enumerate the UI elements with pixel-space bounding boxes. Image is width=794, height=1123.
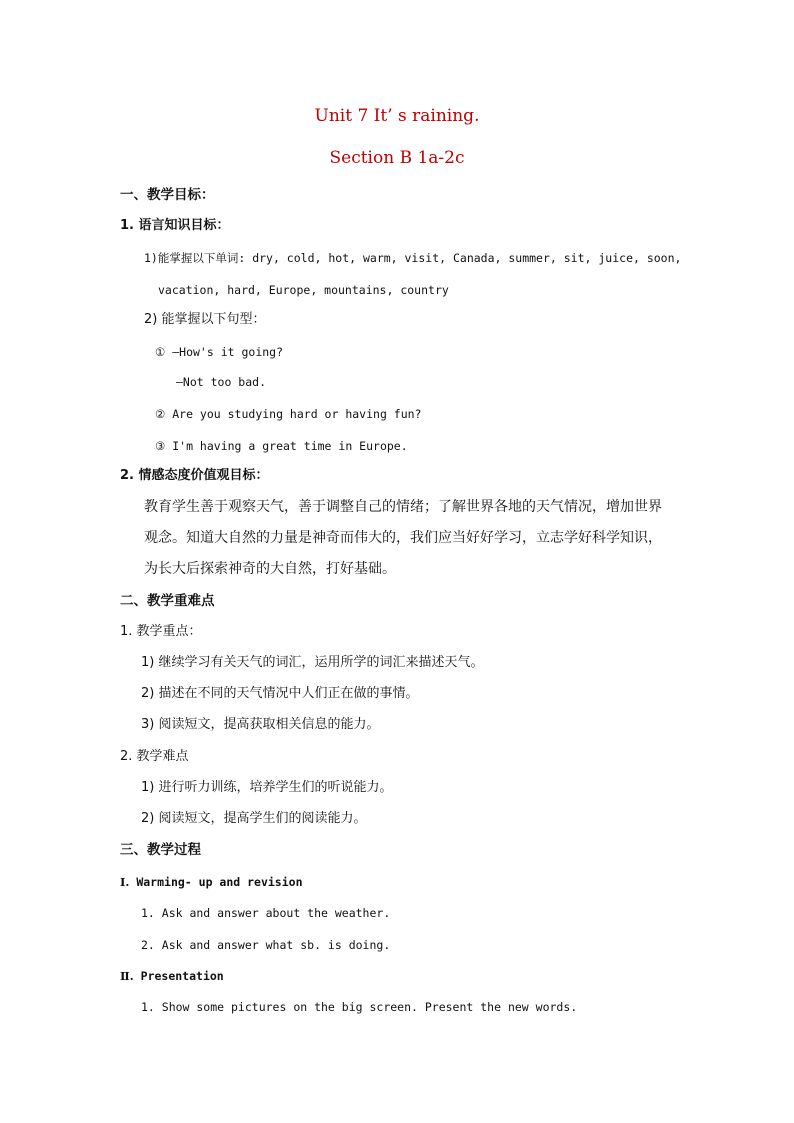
subheading-emotional-goals: 2. 情感态度价值观目标： xyxy=(120,468,269,483)
section-heading-process: 三、教学过程 xyxy=(120,842,201,858)
sentence-patterns-intro: 2) 能掌握以下句型： xyxy=(144,312,266,327)
vocab-line-2: vacation, hard, Europe, mountains, country xyxy=(158,283,449,297)
key-point-2: 2) 描述在不同的天气情况中人们正在做的事情。 xyxy=(141,686,419,701)
page-title: Unit 7 It’ s raining. xyxy=(314,106,480,126)
sentence-1a: ① —How's it going? xyxy=(155,345,284,359)
page-subtitle: Section B 1a-2c xyxy=(329,148,465,168)
sentence-2: ② Are you studying hard or having fun? xyxy=(155,407,422,421)
step-1-heading xyxy=(120,873,303,891)
sentence-3: ③ I'm having a great time in Europe. xyxy=(155,439,408,453)
vocab-line-1: 1)能掌握以下单词: dry, cold, hot, warm, visit, Canada, summer, sit, juice, soon, xyxy=(144,251,682,265)
step-1-item-a: 1. Ask and answer about the weather. xyxy=(141,906,391,920)
sentence-1b: —Not too bad. xyxy=(176,375,267,389)
section-heading-key-points: 二、教学重难点 xyxy=(120,593,215,609)
key-point-3: 3) 阅读短文，提高获取相关信息的能力。 xyxy=(141,717,380,732)
step-1-number: Ⅰ. xyxy=(120,875,130,889)
step-1-item-b: 2. Ask and answer what sb. is doing. xyxy=(141,938,391,952)
step-1-label: Warming- up and revision xyxy=(136,875,303,889)
subheading-difficulties: 2. 教学难点 xyxy=(120,749,189,764)
subheading-key-points: 1. 教学重点： xyxy=(120,624,202,639)
subheading-language-knowledge: 1. 语言知识目标： xyxy=(120,218,230,233)
step-2-heading xyxy=(120,967,224,985)
step-2-label: Presentation xyxy=(140,969,224,983)
step-2-item-a: 1. Show some pictures on the big screen. Present the new words. xyxy=(141,1000,578,1014)
key-point-1: 1) 继续学习有关天气的词汇，运用所学的词汇来描述天气。 xyxy=(141,655,484,670)
emotional-goals-paragraph: 教育学生善于观察天气，善于调整自己的情绪；了解世界各地的天气情况，增加世界观念。知道大自然的力量是神奇而伟大的，我们应当好好学习，立志学好科学知识，为长大后探索神奇的大自然，打好基础。 xyxy=(144,499,662,577)
difficulty-1: 1) 进行听力训练，培养学生们的听说能力。 xyxy=(141,780,393,795)
step-2-number: Ⅱ. xyxy=(120,969,134,983)
section-heading-objectives: 一、教学目标： xyxy=(120,187,215,203)
difficulty-2: 2) 阅读短文，提高学生们的阅读能力。 xyxy=(141,811,367,826)
